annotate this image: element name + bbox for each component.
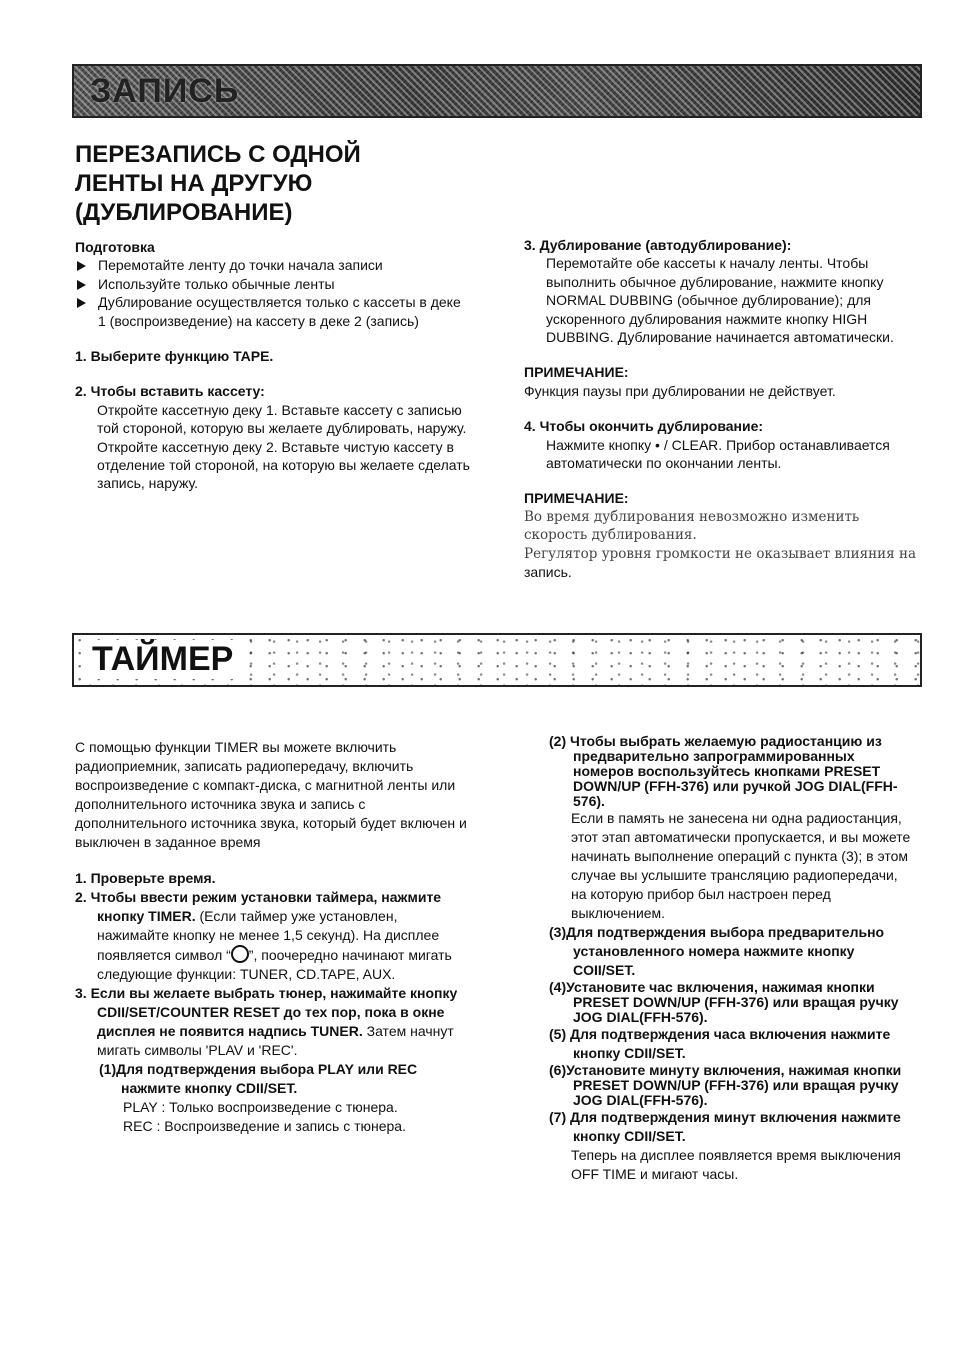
timer-sub-6: (6)Установите минуту включения, нажимая кнопки PRESET DOWN/UP (FFH-376) или вращая ручку JOG DIAL(FFH-576).: [549, 1062, 902, 1108]
timer-sub-4: (4)Установите час включения, нажимая кнопки PRESET DOWN/UP (FFH-376) или вращая ручку JOG DIAL(FFH-576).: [549, 979, 899, 1025]
timer-left-column: [75, 738, 467, 1136]
note-1-text: Функция паузы при дублировании не действует.: [524, 382, 836, 399]
timer-clock-icon: [231, 945, 249, 963]
note-2-text: Во время дублирования невозможно изменить скорость дублирования.: [524, 508, 860, 544]
note-2-text: запись.: [524, 564, 572, 581]
timer-step-2-text: ”, поочередно начинают мигать следующие функции: TUNER, CD.TAPE, AUX.: [97, 947, 452, 982]
timer-step-2: [75, 888, 467, 984]
timer-step-3: [75, 984, 467, 1060]
timer-sub-7: (7) Для подтверждения минут включения нажмите кнопку CDII/SET.: [549, 1109, 901, 1144]
step-3-text: Перемотайте обе кассеты к началу ленты. Чтобы выполнить обычное дублирование, нажмите кнопку NORMAL DUBBING (обычное дублирование); для ускоренного дублирования нажмите кнопку HIGH DUBBING. Дублирование начинается автоматически.: [546, 255, 894, 346]
timer-sub-5: (5) Для подтверждения часа включения нажмите кнопку CDII/SET.: [549, 1026, 891, 1061]
timer-sub-7-text: Теперь на дисплее появляется время выключения OFF TIME и мигают часы.: [571, 1147, 901, 1182]
step-2-title: 2. Чтобы вставить кассету:: [75, 383, 265, 400]
timer-step-2-text: (Если таймер уже установлен, нажимайте кнопку не менее 1,5 секунд). На дисплее появляется символ “: [97, 908, 440, 963]
timer-step-3-text: Затем начнут мигать символы 'PLAV и 'REC'.: [97, 1023, 454, 1058]
play-line: [75, 1098, 467, 1117]
note-1-title: ПРИМЕЧАНИЕ:: [524, 364, 629, 381]
banner-title: ЗАПИСЬ: [90, 72, 240, 110]
play-text: : Только воспроизведение с тюнера.: [161, 1099, 398, 1115]
timer-sub-3: (3)Для подтверждения выбора предварительно установленного номера нажмите кнопку COII/SET.: [549, 924, 885, 978]
right-column: [524, 236, 916, 582]
left-column: [75, 238, 470, 493]
play-label: PLAY: [123, 1099, 158, 1115]
rec-text: : Воспроизведение и запись с тюнера.: [156, 1118, 406, 1134]
section-banner-timer: [72, 633, 922, 687]
prep-title: Подготовка: [75, 239, 155, 255]
prep-bullet: Дублирование осуществляется только с кассеты в деке 1 (воспроизведение) на кассету в деке 2 (запись): [75, 293, 470, 330]
step-4-title: 4. Чтобы окончить дублирование:: [524, 418, 764, 435]
timer-step-3-bold: 3. Если вы желаете выбрать тюнер, нажимайте кнопку CDII/SET/COUNTER RESET до тех пор, пока в окне дисплея не появится надпись TUNER.: [75, 985, 458, 1039]
banner-title: ТАЙМЕР: [88, 640, 237, 679]
rec-label: REC: [123, 1118, 153, 1134]
step-4-text: Нажмите кнопку • / CLEAR. Прибор останавливается автоматически по окончании ленты.: [546, 436, 890, 472]
rec-line: [75, 1117, 467, 1136]
step-2-text: Откройте кассетную деку 1. Вставьте кассету с записью той стороной, которую вы желаете дублировать, наружу. Откройте кассетную деку 2. Вставьте чистую кассету в отделение той стороной, на которую вы желаете сделать запись, наружу.: [97, 401, 470, 492]
page-title: ПЕРЕЗАПИСЬ С ОДНОЙ ЛЕНТЫ НА ДРУГУЮ (ДУБЛИРОВАНИЕ): [75, 141, 361, 226]
note-2-text: Регулятор уровня громкости не оказывает влияния на: [524, 545, 916, 562]
timer-intro: С помощью функции TIMER вы можете включить радиоприемник, записать радиопередачу, включить воспроизведение с компакт-диска, с магнитной ленты или дополнительного источника звука и запись с дополнительного источника звука, который будет включен и выключен в заданное время: [75, 739, 467, 850]
timer-sub-2-text: Если в память не занесена ни одна радиостанция, этот этап автоматически пропускается, и вы можете начинать выполнение операций с пункта (3); в этом случае вы услышите трансляцию радиопередачи, на которую прибор был настроен перед выключением.: [571, 810, 911, 921]
section-banner-recording: [72, 64, 922, 118]
note-2-title: ПРИМЕЧАНИЕ:: [524, 490, 629, 507]
timer-step-1: 1. Проверьте время.: [75, 870, 216, 886]
step-3-title: 3. Дублирование (автодублирование):: [524, 237, 792, 253]
step-1: 1. Выберите функцию TAPE.: [75, 348, 274, 365]
prep-bullet: Используйте только обычные ленты: [75, 275, 470, 293]
timer-sub-2: (2) Чтобы выбрать желаемую радиостанцию из предварительно запрограммированных номеров воспользуйтесь кнопками PRESET DOWN/UP (FFH-376) или ручкой JOG DIAL(FFH-576).: [549, 733, 898, 809]
timer-sub-1: (1)Для подтверждения выбора PLAY или REC нажмите кнопку CDII/SET.: [99, 1061, 418, 1096]
timer-right-column: [549, 734, 911, 1184]
prep-bullet: Перемотайте ленту до точки начала записи: [75, 256, 470, 274]
timer-step-2-bold: 2. Чтобы ввести режим установки таймера, нажмите кнопку TIMER.: [75, 889, 442, 924]
